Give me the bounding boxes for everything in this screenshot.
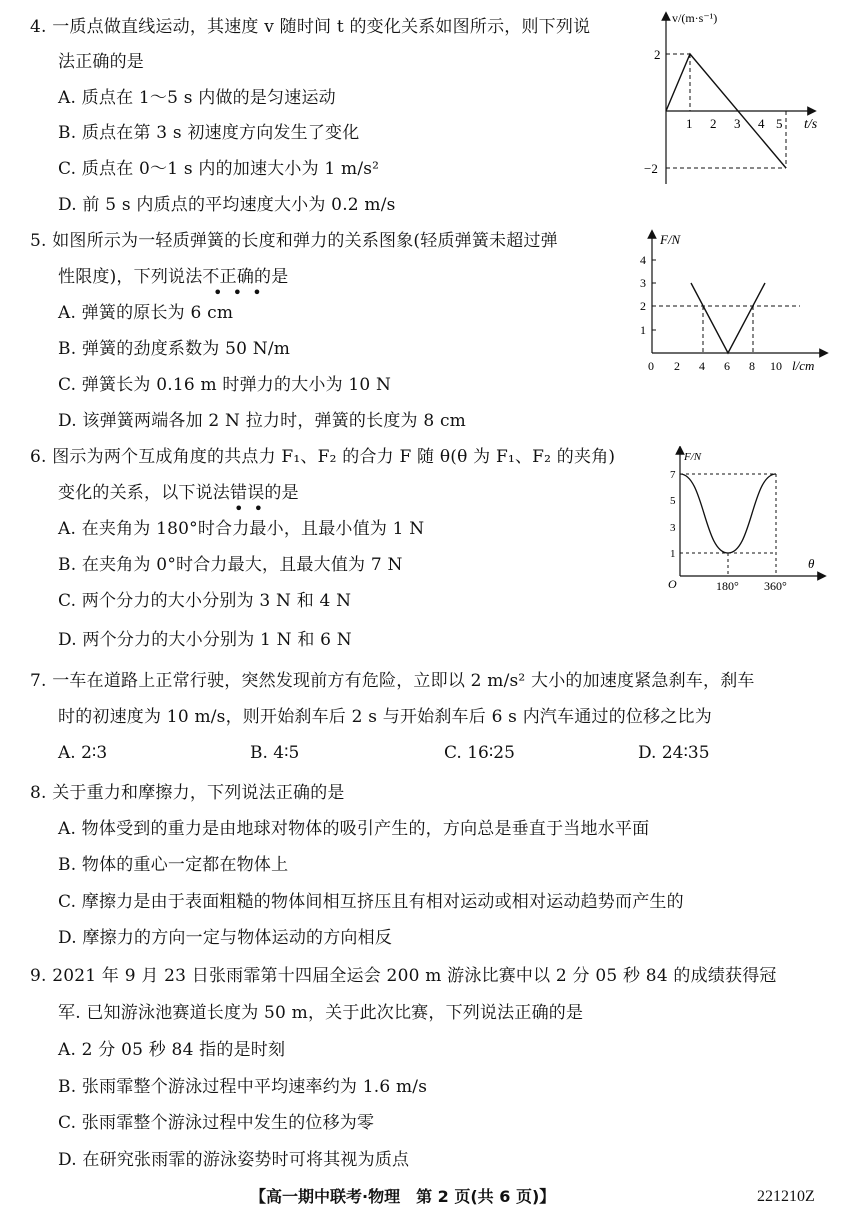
vt-ytick: 2 [654, 47, 661, 62]
vt-xtick: 2 [710, 116, 717, 131]
q7-option-d: D. 24∶35 [638, 743, 710, 763]
spring-ylabel: F/N [660, 232, 681, 247]
q9-option-c: C. 张雨霏整个游泳过程中发生的位移为零 [58, 1113, 375, 1133]
force-graph [660, 446, 830, 594]
q9-stem-line1: 9. 2021 年 9 月 23 日张雨霏第十四届全运会 200 m 游泳比赛中以 2 分 05 秒 84 的成绩获得冠 [30, 966, 777, 986]
q5-option-a: A. 弹簧的原长为 6 cm [58, 303, 234, 323]
spring-ytick: 1 [640, 323, 646, 337]
emphasis-dots: • • • [213, 283, 262, 302]
vt-xtick: 1 [686, 116, 693, 131]
vt-xtick: 5 [776, 116, 783, 131]
q7-stem-line2: 时的初速度为 10 m/s，则开始刹车后 2 s 与开始刹车后 6 s 内汽车通过的位移之比为 [58, 707, 712, 727]
q8-option-d: D. 摩擦力的方向一定与物体运动的方向相反 [58, 928, 393, 948]
vt-xtick: 3 [734, 116, 741, 131]
q5-option-d: D. 该弹簧两端各加 2 N 拉力时，弹簧的长度为 8 cm [58, 411, 466, 431]
force-curve [680, 474, 776, 553]
q5-stem-line2: 性限度)，下列说法不正确的是 [58, 267, 289, 287]
spring-ytick: 4 [640, 253, 646, 267]
q8-option-c: C. 摩擦力是由于表面粗糙的物体间相互挤压且有相对运动或相对运动趋势而产生的 [58, 892, 684, 912]
vt-xtick: 4 [758, 116, 765, 131]
vt-xlabel: t/s [804, 117, 818, 132]
q6-option-c: C. 两个分力的大小分别为 3 N 和 4 N [58, 591, 352, 611]
spring-xtick: 10 [770, 359, 782, 373]
force-xlabel: θ [808, 556, 815, 571]
q7-stem-line1: 7. 一车在道路上正常行驶，突然发现前方有危险，立即以 2 m/s² 大小的加速度紧急刹车，刹车 [30, 671, 755, 691]
force-ytick: 1 [670, 548, 676, 560]
footer-title: 【高一期中联考·物理 第 2 页(共 6 页)】 [250, 1187, 556, 1206]
spring-xtick: 6 [724, 359, 730, 373]
q9-option-a: A. 2 分 05 秒 84 指的是时刻 [58, 1040, 286, 1060]
force-ytick: 5 [670, 495, 676, 507]
q6-option-a: A. 在夹角为 180°时合力最小，且最小值为 1 N [58, 519, 425, 539]
spring-xtick: 0 [648, 359, 654, 373]
footer-code: 221210Z [757, 1188, 815, 1205]
q8-option-a: A. 物体受到的重力是由地球对物体的吸引产生的，方向总是垂直于当地水平面 [58, 819, 650, 839]
force-xtick: 360° [764, 579, 787, 593]
vt-ytick: −2 [644, 161, 658, 176]
q5-option-b: B. 弹簧的劲度系数为 50 N/m [58, 339, 291, 359]
q4-stem-line1: 4. 一质点做直线运动，其速度 v 随时间 t 的变化关系如图所示，则下列说 [30, 17, 591, 37]
q4-option-c: C. 质点在 0～1 s 内的加速大小为 1 m/s² [58, 159, 380, 179]
q8-option-b: B. 物体的重心一定都在物体上 [58, 855, 289, 875]
spring-ytick: 2 [640, 299, 646, 313]
spring-line [691, 283, 765, 353]
force-origin: O [668, 577, 677, 591]
q5-stem-line1: 5. 如图所示为一轻质弹簧的长度和弹力的关系图象(轻质弹簧未超过弹 [30, 231, 558, 251]
q7-option-c: C. 16∶25 [444, 743, 515, 763]
spring-xlabel: l/cm [792, 358, 815, 373]
q9-option-d: D. 在研究张雨霏的游泳姿势时可将其视为质点 [58, 1150, 410, 1170]
q5-option-c: C. 弹簧长为 0.16 m 时弹力的大小为 10 N [58, 375, 392, 395]
q9-option-b: B. 张雨霏整个游泳过程中平均速率约为 1.6 m/s [58, 1077, 428, 1097]
q6-stem-line1: 6. 图示为两个互成角度的共点力 F₁、F₂ 的合力 F 随 θ(θ 为 F₁、F₂ 的夹角) [30, 447, 616, 467]
q4-option-d: D. 前 5 s 内质点的平均速度大小为 0.2 m/s [58, 195, 396, 215]
force-ytick: 7 [670, 469, 676, 481]
q4-stem-line2: 法正确的是 [58, 52, 144, 72]
q4-option-a: A. 质点在 1～5 s 内做的是匀速运动 [58, 88, 336, 108]
q7-option-b: B. 4∶5 [250, 743, 300, 763]
spring-xtick: 4 [699, 359, 705, 373]
q7-option-a: A. 2∶3 [58, 743, 108, 763]
force-ylabel: F/N [684, 451, 702, 463]
q6-option-d: D. 两个分力的大小分别为 1 N 和 6 N [58, 630, 352, 650]
q6-stem-line2: 变化的关系，以下说法错误的是 [58, 483, 299, 503]
vt-ylabel: v/(m·s⁻¹) [672, 11, 718, 25]
q9-stem-line2: 军. 已知游泳池赛道长度为 50 m，关于此次比赛，下列说法正确的是 [58, 1003, 584, 1023]
q6-option-b: B. 在夹角为 0°时合力最大，且最大值为 7 N [58, 555, 403, 575]
q8-stem-line1: 8. 关于重力和摩擦力，下列说法正确的是 [30, 783, 345, 803]
force-xtick: 180° [716, 579, 739, 593]
emphasis-dots: • • [234, 499, 264, 518]
spring-xtick: 2 [674, 359, 680, 373]
q4-option-b: B. 质点在第 3 s 初速度方向发生了变化 [58, 123, 360, 143]
spring-graph [632, 228, 832, 376]
spring-ytick: 3 [640, 276, 646, 290]
force-ytick: 3 [670, 522, 676, 534]
vt-graph [640, 8, 830, 188]
spring-xtick: 8 [749, 359, 755, 373]
